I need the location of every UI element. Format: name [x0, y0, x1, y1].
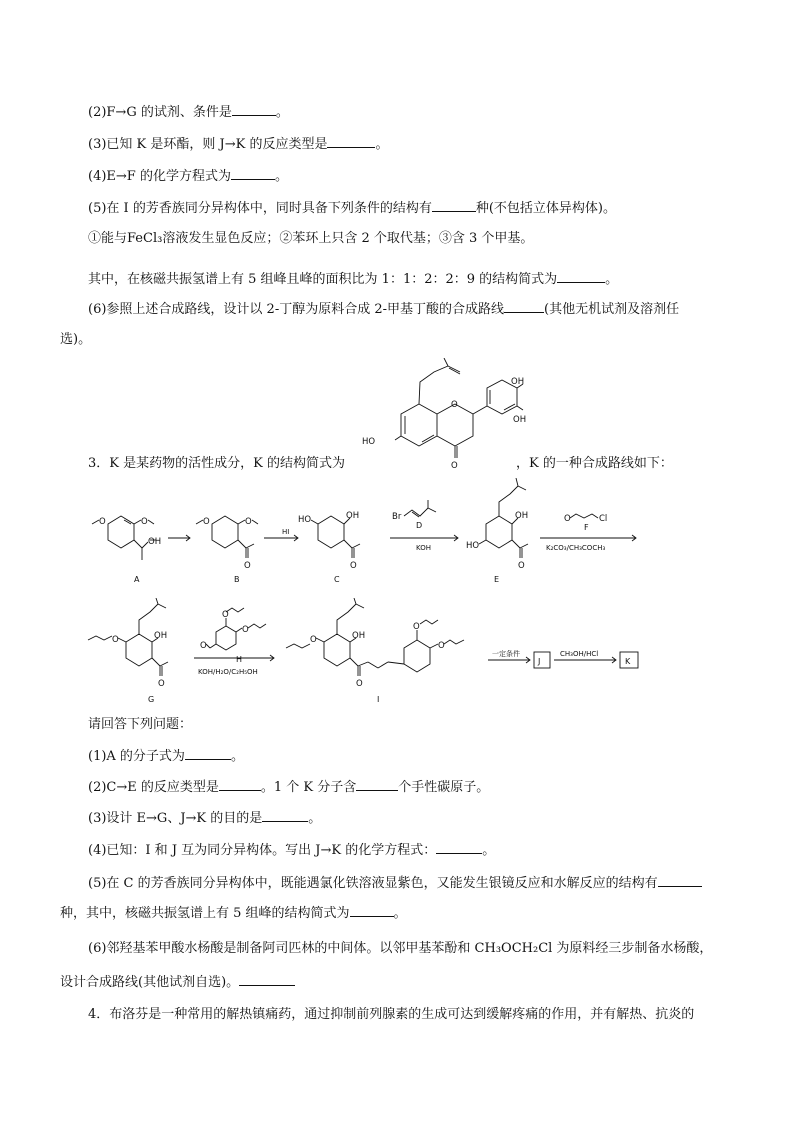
- atom-o: O: [141, 517, 148, 527]
- label-g: G: [148, 695, 155, 704]
- answer-blank[interactable]: [232, 102, 276, 116]
- atom-cl: Cl: [599, 514, 608, 524]
- label-a: A: [134, 575, 140, 584]
- label-f: F: [584, 523, 589, 532]
- question-text: (4)E→F 的化学方程式为: [88, 169, 231, 184]
- synthesis-scheme-row2: [86, 598, 656, 710]
- atom-o: O: [203, 517, 210, 527]
- question-2-line: [88, 102, 289, 122]
- answer-blank[interactable]: [504, 299, 544, 313]
- question-6-cont: 选)。: [60, 332, 92, 347]
- question-text: (5)在 C 的芳香族同分异构体中，既能遇氯化铁溶液显紫色，又能发生银镜反应和水解反应的结构有: [88, 876, 658, 891]
- atom-o: O: [222, 610, 229, 620]
- atom-oh: OH: [346, 511, 360, 521]
- b-question-1: [88, 746, 244, 766]
- atom-br: Br: [392, 512, 402, 522]
- answer-blank[interactable]: [219, 777, 261, 791]
- question-text: (6)参照上述合成路线，设计以 2-丁醇为原料合成 2-甲基丁酸的合成路线: [88, 302, 505, 317]
- atom-o: O: [451, 461, 458, 470]
- atom-o: O: [242, 625, 249, 635]
- question-3-line: [88, 134, 389, 154]
- period: 。: [275, 105, 289, 120]
- reagent-koh-h2o: KOH/H₂O/C₂H₅OH: [198, 668, 258, 676]
- question-text: (3)设计 E→G、J→K 的目的是: [88, 811, 263, 826]
- answer-blank[interactable]: [327, 134, 375, 148]
- atom-oh: OH: [515, 511, 529, 521]
- question-text: 其中，在核磁共振氢谱上有 5 组峰且峰的面积比为 1：1：2：2：9 的结构简式为: [88, 272, 558, 287]
- reagent-koh: KOH: [416, 544, 431, 552]
- q3-intro-a: 3．K 是某药物的活性成分，K 的结构简式为: [88, 456, 345, 471]
- question-text: (5)在 I 的芳香族同分异构体中，同时具备下列条件的结构有: [88, 201, 432, 216]
- k-structure-diagram: [360, 358, 530, 470]
- atom-o: O: [158, 679, 165, 689]
- atom-oh: OH: [511, 377, 525, 387]
- atom-o: O: [350, 561, 357, 571]
- question-text: 个手性碳原子。: [398, 780, 490, 795]
- synthesis-scheme-row1: [86, 478, 646, 596]
- question-text: 种(不包括立体异构体)。: [475, 201, 616, 216]
- question-text: (2)F→G 的试剂、条件是: [88, 105, 232, 120]
- atom-o: O: [310, 635, 317, 645]
- period: 。: [308, 811, 322, 826]
- atom-o: O: [99, 517, 106, 527]
- atom-o: O: [245, 517, 252, 527]
- question-text: (2)C→E 的反应类型是: [88, 780, 219, 795]
- nmr-line: [88, 269, 618, 289]
- atom-o: O: [413, 622, 420, 632]
- label-c: C: [334, 575, 340, 584]
- atom-ho: HO: [298, 515, 312, 525]
- answer-blank[interactable]: [356, 777, 398, 791]
- question-text: 设计合成路线(其他试剂自选)。: [60, 975, 240, 990]
- answer-blank[interactable]: [350, 903, 394, 917]
- b-question-6: (6)邻羟基苯甲酸水杨酸是制备阿司匹林的中间体。以邻甲基苯酚和 CH₃OCH₂Cl 为原料经三步制备水杨酸，: [88, 941, 713, 956]
- reagent-hi: HI: [282, 528, 290, 536]
- b-question-4: [88, 840, 495, 860]
- question-text: (1)A 的分子式为: [88, 749, 185, 764]
- question-text: (3)已知 K 是环酯，则 J→K 的反应类型是: [88, 137, 328, 152]
- atom-ho: HO: [362, 437, 376, 447]
- b-question-6-cont: [60, 972, 295, 992]
- answer-blank[interactable]: [436, 840, 482, 854]
- atom-o: O: [564, 514, 571, 524]
- label-h: H: [236, 655, 243, 664]
- answer-blank[interactable]: [239, 972, 295, 986]
- period: 。: [482, 843, 496, 858]
- question-5-line: [88, 198, 616, 218]
- label-i: I: [377, 695, 380, 704]
- answer-blank[interactable]: [557, 269, 605, 283]
- label-e: E: [494, 575, 500, 584]
- answer-blank[interactable]: [231, 166, 275, 180]
- atom-o: O: [518, 561, 525, 571]
- atom-oh: OH: [513, 415, 527, 425]
- reagent-cond: 一定条件: [492, 650, 520, 658]
- answer-blank[interactable]: [432, 198, 476, 212]
- ask-line: 请回答下列问题：: [88, 717, 193, 732]
- question-text: 种，其中，核磁共振氢谱上有 5 组峰的结构简式为: [60, 906, 350, 921]
- question-text: 。1 个 K 分子含: [260, 780, 357, 795]
- b-question-5-cont: [60, 903, 407, 923]
- label-d: D: [416, 521, 423, 530]
- atom-o: O: [438, 641, 445, 651]
- period: 。: [230, 749, 244, 764]
- reagent-k2co3: K₂CO₃/CH₃COCH₃: [546, 544, 606, 552]
- atom-o: O: [112, 635, 119, 645]
- b-question-5: [88, 873, 702, 893]
- period: 。: [375, 137, 389, 152]
- b-question-3: [88, 808, 321, 828]
- atom-o: O: [200, 641, 207, 651]
- period: 。: [393, 906, 407, 921]
- label-j: J: [538, 657, 541, 666]
- question-6-line: [88, 299, 679, 319]
- period: 。: [274, 169, 288, 184]
- b-question-2: [88, 777, 489, 797]
- label-k: K: [625, 657, 631, 666]
- answer-blank[interactable]: [658, 873, 702, 887]
- atom-oh: OH: [154, 631, 168, 641]
- conditions-line: ①能与FeCl₃溶液发生显色反应；②苯环上只含 2 个取代基；③含 3 个甲基。: [88, 231, 534, 246]
- answer-blank[interactable]: [262, 808, 308, 822]
- reagent-acid: CH₃OH/HCl: [560, 650, 599, 658]
- question-4-intro: 4．布洛芬是一种常用的解热镇痛药，通过抑制前列腺素的生成可达到缓解疼痛的作用，并有解热、抗炎的: [88, 1007, 695, 1022]
- atom-oh: OH: [352, 631, 366, 641]
- atom-o: O: [451, 400, 458, 410]
- q3-intro-b: ，K 的一种合成路线如下：: [516, 456, 673, 471]
- label-b: B: [234, 575, 240, 584]
- question-4-line: [88, 166, 288, 186]
- question-text: (4)已知：I 和 J 互为同分异构体。写出 J→K 的化学方程式：: [88, 843, 437, 858]
- atom-oh: OH: [148, 537, 162, 547]
- answer-blank[interactable]: [185, 746, 231, 760]
- atom-o: O: [244, 561, 251, 571]
- atom-o: O: [356, 679, 363, 689]
- period: 。: [605, 272, 619, 287]
- atom-ho: HO: [466, 541, 480, 551]
- question-text: (其他无机试剂及溶剂任: [544, 302, 680, 317]
